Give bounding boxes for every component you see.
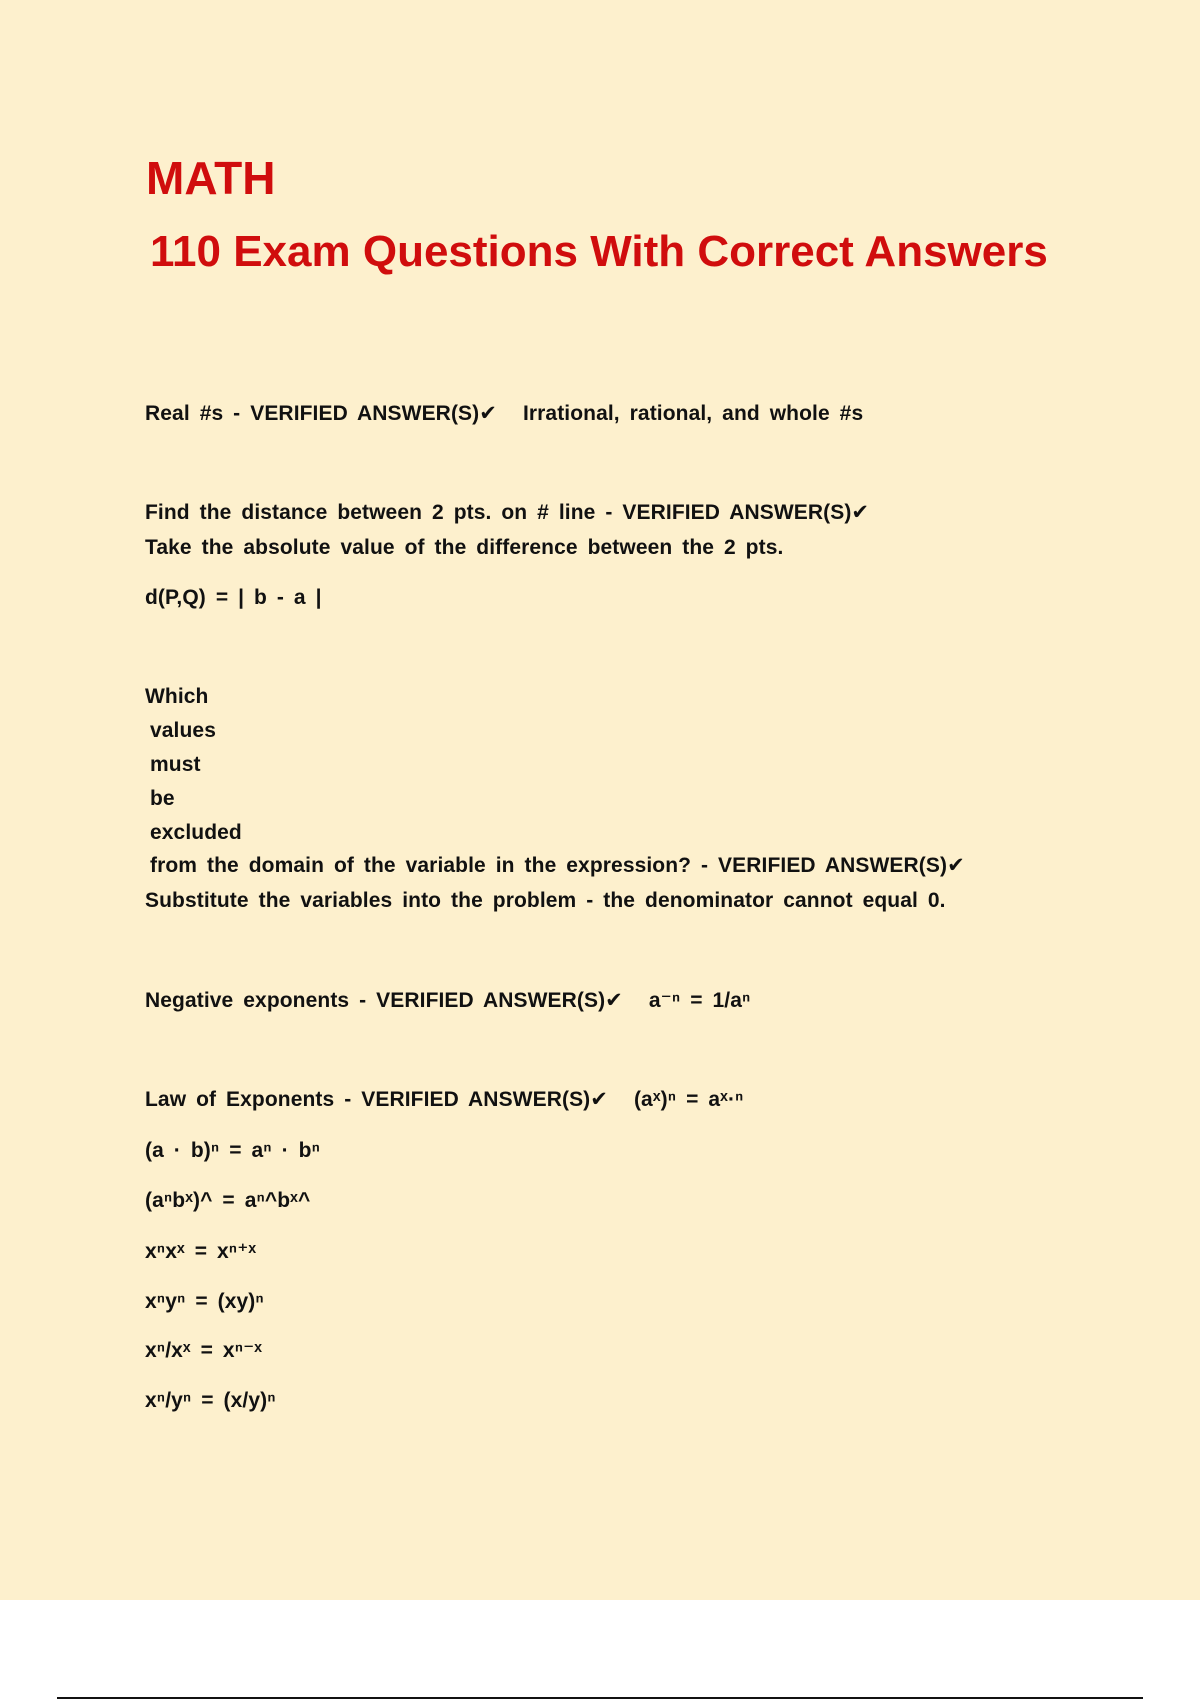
document-title-subject: MATH <box>146 152 276 204</box>
exponent-rule: xⁿxˣ = xⁿ⁺ˣ <box>145 1240 257 1263</box>
exponent-rule: xⁿyⁿ = (xy)ⁿ <box>145 1290 264 1313</box>
qa-item-real-numbers <box>145 400 863 428</box>
answer-text: Irrational, rational, and whole #s <box>522 402 864 425</box>
question-text: be <box>150 787 175 810</box>
question-text: must <box>150 753 201 776</box>
document-title: 110 Exam Questions With Correct Answers <box>150 227 1048 276</box>
answer-text: Substitute the variables into the problem - the denominator cannot equal 0. <box>145 889 946 912</box>
question-text: from the domain of the variable in the expression? - VERIFIED ANSWER(S)✔ <box>150 854 965 877</box>
footer-divider <box>57 1697 1143 1699</box>
question-text: excluded <box>150 821 242 844</box>
question-text: Real #s - VERIFIED ANSWER(S)✔ <box>145 402 497 425</box>
question-text: Law of Exponents - VERIFIED ANSWER(S)✔ <box>145 1088 608 1111</box>
question-text: Negative exponents - VERIFIED ANSWER(S)✔ <box>145 989 623 1012</box>
question-text: Find the distance between 2 pts. on # line - VERIFIED ANSWER(S)✔ <box>145 501 870 524</box>
exponent-rule: (aⁿbˣ)^ = aⁿ^bˣ^ <box>145 1189 311 1212</box>
qa-item-negative-exponents <box>145 987 750 1015</box>
answer-text: a⁻ⁿ = 1/aⁿ <box>648 989 751 1012</box>
formula-line: d(P,Q) = | b - a | <box>145 586 322 609</box>
exponent-rule: xⁿ/xˣ = xⁿ⁻ˣ <box>145 1339 263 1362</box>
question-text: values <box>150 719 216 742</box>
qa-item-law-of-exponents <box>145 1086 743 1114</box>
answer-text: Take the absolute value of the difference between the 2 pts. <box>145 536 784 559</box>
exponent-rule: xⁿ/yⁿ = (x/y)ⁿ <box>145 1389 276 1412</box>
answer-text: (aˣ)ⁿ = aˣ·ⁿ <box>633 1088 744 1111</box>
question-text: Which <box>145 685 209 708</box>
exponent-rule: (a · b)ⁿ = aⁿ · bⁿ <box>145 1139 321 1162</box>
